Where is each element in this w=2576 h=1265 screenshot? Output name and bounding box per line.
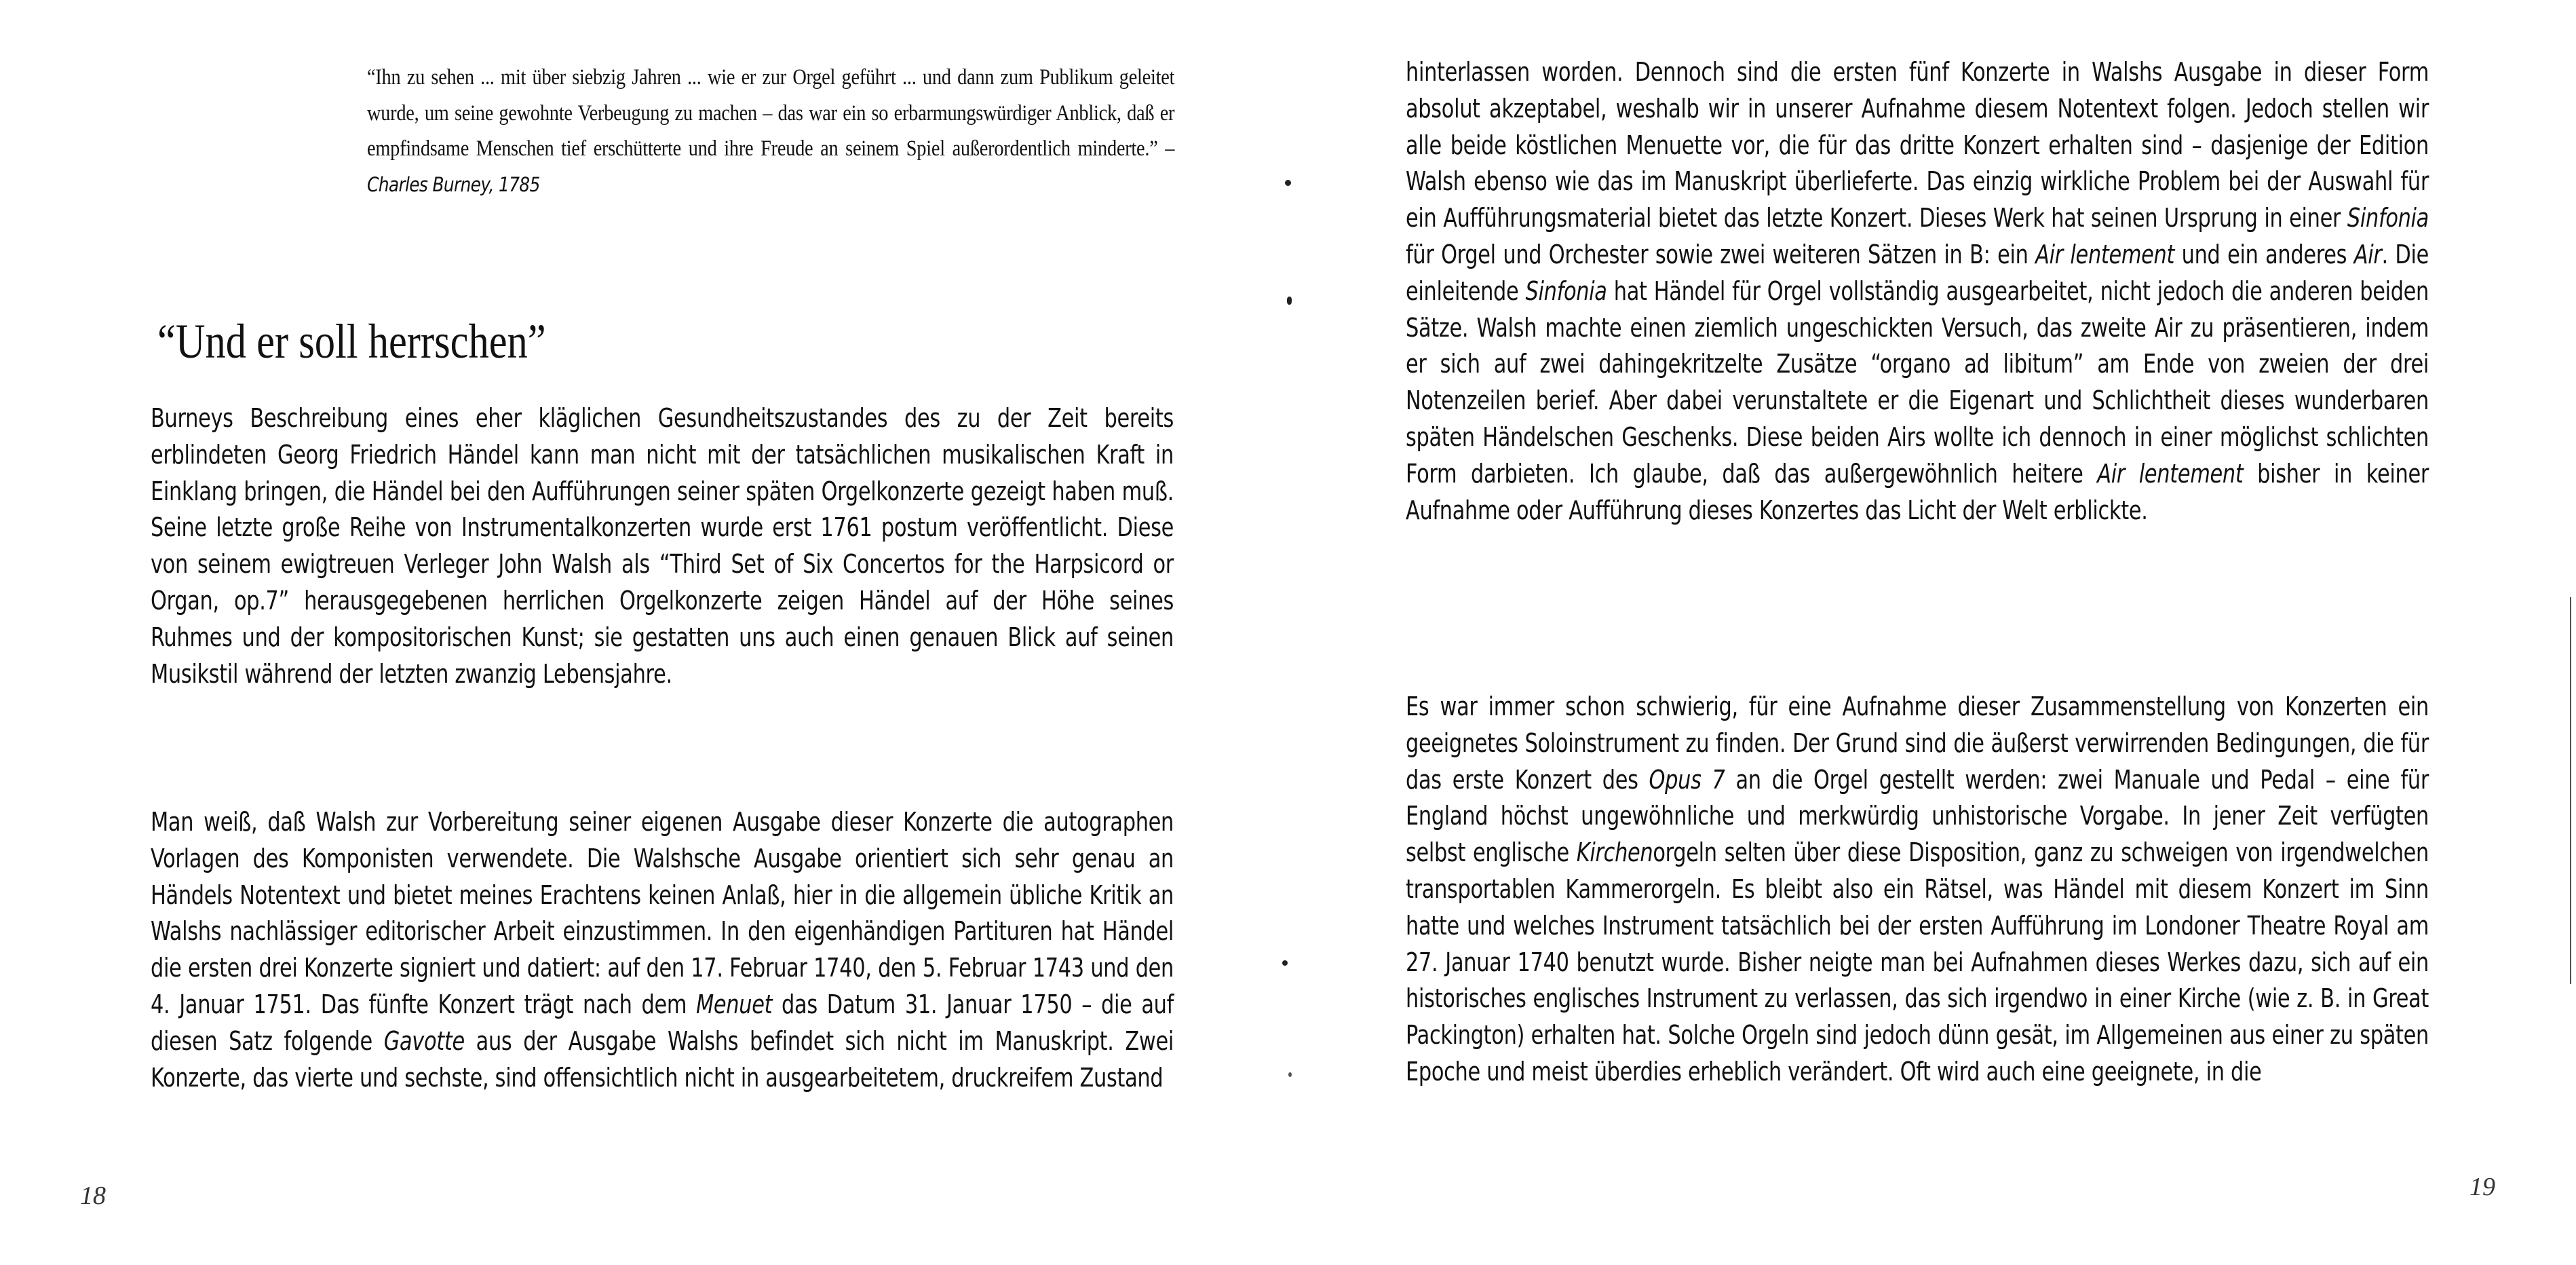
page-number-right: 19 [2469,1173,2495,1201]
italic-term: Opus 7 [1649,764,1725,795]
page-edge-line [2570,597,2571,984]
italic-term: Air lentement [2097,458,2244,489]
text-run: orgeln selten über diese Disposition, ganz zu schweigen von irgendwelchen transportablen Kammerorgeln. Es bleibt also ein Rätsel, was Händel mit diesem Konzert im Sinn hatte und welches Instrument tatsächlich bei der ersten Aufführung im Londoner Theatre Royal am 27. Januar 1740 benutzt wurde. Bisher neigte man bei Aufnahmen dieses Werkes dazu, sich auf ein historisches englisches Instrument zu verlassen, das sich irgendwo in einer Kirche (wie z. B. in Great Packington) erhalten hat. Solche Orgeln sind jedoch dünn gesät, im Allgemeinen aus einer zu späten Epoche und meist überdies erheblich verändert. Oft wird auch eine geeignete, in die [1406,837,2429,1087]
quote-text: “Ihn zu sehen ... mit über siebzig Jahren ... wie er zur Orgel geführt ... und dann zum Publikum geleitet wurde, um seine gewohnte Verbeugung zu machen – das war ein so erbarmungswürdiger Anblick, daß er empfindsame Menschen tief erschütterte und ihre Freude an seinem Spiel außerordentlich minderte.” – [367,65,1175,161]
paragraph-text [151,804,1174,1096]
italic-term: Air lentement [2035,239,2175,269]
text-run: . Die einleitende [1406,239,2429,306]
text-run: für Orgel und Orchester sowie zwei weiteren Sätzen in B: ein [1406,239,2036,269]
text-run: aus der Ausgabe Walshs befindet sich nicht im Manuskript. Zwei Konzerte, das vierte und sechste, sind offensichtlich nicht in ausgearbeitetem, druckreifem Zustand [151,1025,1174,1093]
gutter-speck [1282,960,1288,966]
italic-term: Sinfonia [1525,276,1607,306]
italic-term: Air [2353,239,2382,269]
paragraph-text [1406,689,2429,1091]
section-heading: “Und er soll herrschen” [157,314,546,369]
italic-term: Sinfonia [2347,203,2429,233]
text-run: und ein anderes [2174,239,2354,269]
text-run: hat Händel für Orgel vollständig ausgearbeitet, nicht jedoch die anderen beiden Sätze. Walsh machte einen ziemlich ungeschickten Versuch, das zweite Air zu präsentieren, indem er sich auf zwei dahingekritzelte Zusätze “organo ad libitum” am Ende von zweien der drei Notenzeilen berief. Aber dabei verunstaltete er die Eigenart und Schlichtheit dieses wunderbaren späten Händelschen Geschenks. Diese beiden Airs wollte ich dennoch in einer möglichst schlichten Form darbieten. Ich glaube, daß das außergewöhnlich heitere [1406,276,2429,489]
italic-term: Menuet [696,989,773,1019]
page-number-left: 18 [80,1182,106,1210]
left-paragraph-1 [151,400,1174,692]
paragraph-text: Burneys Beschreibung eines eher kläglichen Gesundheitszustandes des zu der Zeit bereits erblindeten Georg Friedrich Händel kann man nicht mit der tatsächlichen musikalischen Kraft in Einklang bringen, die Händel bei den Aufführungen seiner späten Orgelkonzerte gezeigt haben muß. Seine letzte große Reihe von Instrumentalkonzerten wurde erst 1761 postum veröffentlicht. Diese von seinem ewigtreuen Verleger John Walsh als “Third Set of Six Concertos for the Harpsicord or Organ, op.7” herausgegebenen herrlichen Orgelkonzerte zeigen Händel auf der Höhe seines Ruhmes und der kompositorischen Kunst; sie gestatten uns auch einen genauen Blick auf seinen Musikstil während der letzten zwanzig Lebensjahre. [151,403,1174,689]
paragraph-text [1406,54,2429,529]
italic-term: Kirchen [1576,837,1653,868]
epigraph-quote [367,60,1174,202]
left-paragraph-2 [151,804,1174,1096]
right-paragraph-2 [1406,689,2429,1091]
quote-attribution: Charles Burney, 1785 [367,172,540,196]
text-run: bisher in keiner Aufnahme oder Aufführung dieses Konzertes das Licht der Welt erblickte. [1406,458,2429,525]
text-run: Es war immer schon schwierig, für eine Aufnahme dieser Zusammenstellung von Konzerten ein geeignetes Soloinstrument zu finden. Der Grund sind die äußerst verwirrenden Bedingungen, die für das erste Konzert des [1406,692,2429,795]
text-run: an die Orgel gestellt werden: zwei Manuale und Pedal – eine für England höchst ungewöhnliche und merkwürdig unhistorische Vorgabe. In jener Zeit verfügten selbst englische [1406,764,2429,868]
text-run: hinterlassen worden. Dennoch sind die ersten fünf Konzerte in Walshs Ausgabe in dieser Form absolut akzeptabel, weshalb wir in unserer Aufnahme diesem Notentext folgen. Jedoch stellen wir alle beide köstlichen Menuette vor, die für das dritte Konzert erhalten sind – dasjenige der Edition Walsh ebenso wie das im Manuskript überlieferte. Das einzig wirkliche Problem bei der Auswahl für ein Aufführungsmaterial bietet das letzte Konzert. Dieses Werk hat seinen Ursprung in einer [1406,57,2429,233]
text-run: Man weiß, daß Walsh zur Vorbereitung seiner eigenen Ausgabe dieser Konzerte die autographen Vorlagen des Komponisten verwendete. Die Walshsche Ausgabe orientiert sich sehr genau an Händels Notentext und bietet meines Erachtens keinen Anlaß, hier in die allgemein übliche Kritik an Walshs nachlässiger editorischer Arbeit einzustimmen. In den eigenhändigen Partituren hat Händel die ersten drei Konzerte signiert und datiert: auf den 17. Februar 1740, den 5. Februar 1743 und den 4. Januar 1751. Das fünfte Konzert trägt nach dem [151,807,1174,1019]
right-paragraph-1 [1406,54,2429,529]
italic-term: Gavotte [383,1025,465,1056]
text-run: das Datum 31. Januar 1750 – die auf diesen Satz folgende [151,989,1174,1056]
